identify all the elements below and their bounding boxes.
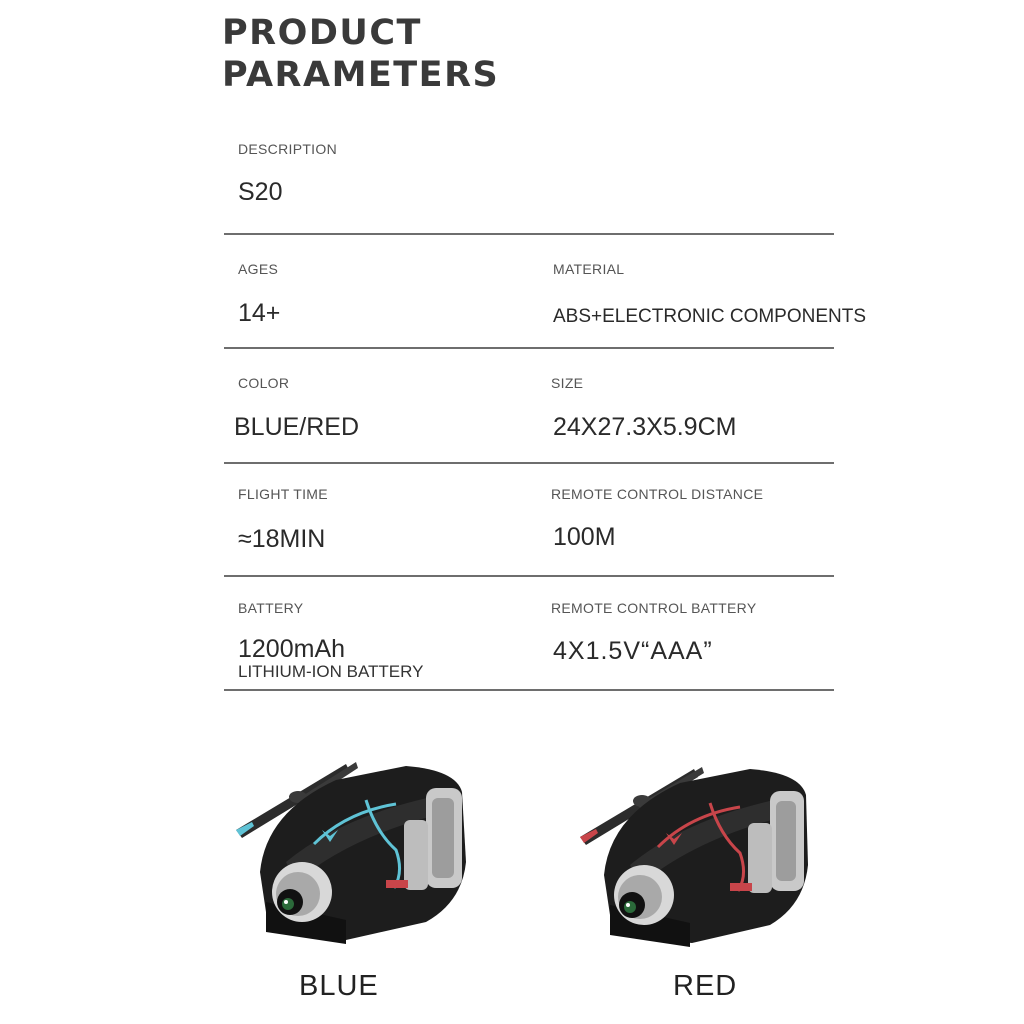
- battery-value: 1200mAh: [238, 635, 346, 663]
- page-title: [222, 12, 499, 96]
- remote-distance-value: 100M: [553, 523, 616, 551]
- divider: [224, 233, 834, 235]
- variant-caption-red: RED: [673, 970, 738, 1002]
- size-value: 24X27.3X5.9CM: [553, 413, 737, 441]
- flight-time-value: ≈18MIN: [238, 525, 326, 553]
- ages-label: AGES: [238, 261, 279, 277]
- divider: [224, 575, 834, 577]
- ages-value: 14+: [238, 299, 281, 327]
- drone-blue-image: [226, 752, 476, 952]
- size-label: SIZE: [551, 375, 584, 391]
- variant-caption-blue: BLUE: [299, 970, 379, 1002]
- color-label: COLOR: [238, 375, 290, 391]
- description-label: DESCRIPTION: [238, 141, 337, 157]
- divider: [224, 462, 834, 464]
- battery-sub: LITHIUM-ION BATTERY: [238, 662, 424, 681]
- drone-red-image: [576, 755, 816, 955]
- divider: [224, 347, 834, 349]
- material-label: MATERIAL: [553, 261, 625, 277]
- title-line-2: PARAMETERS: [222, 55, 500, 95]
- material-value: ABS+ELECTRONIC COMPONENTS: [553, 306, 867, 327]
- remote-battery-value: 4X1.5V“AAA”: [553, 637, 713, 665]
- flight-time-label: FLIGHT TIME: [238, 486, 328, 502]
- battery-label: BATTERY: [238, 600, 304, 616]
- color-value: BLUE/RED: [234, 413, 360, 441]
- divider: [224, 689, 834, 691]
- title-line-1: PRODUCT: [222, 13, 422, 53]
- remote-distance-label: REMOTE CONTROL DISTANCE: [551, 486, 764, 502]
- remote-battery-label: REMOTE CONTROL BATTERY: [551, 600, 757, 616]
- description-value: S20: [238, 178, 283, 206]
